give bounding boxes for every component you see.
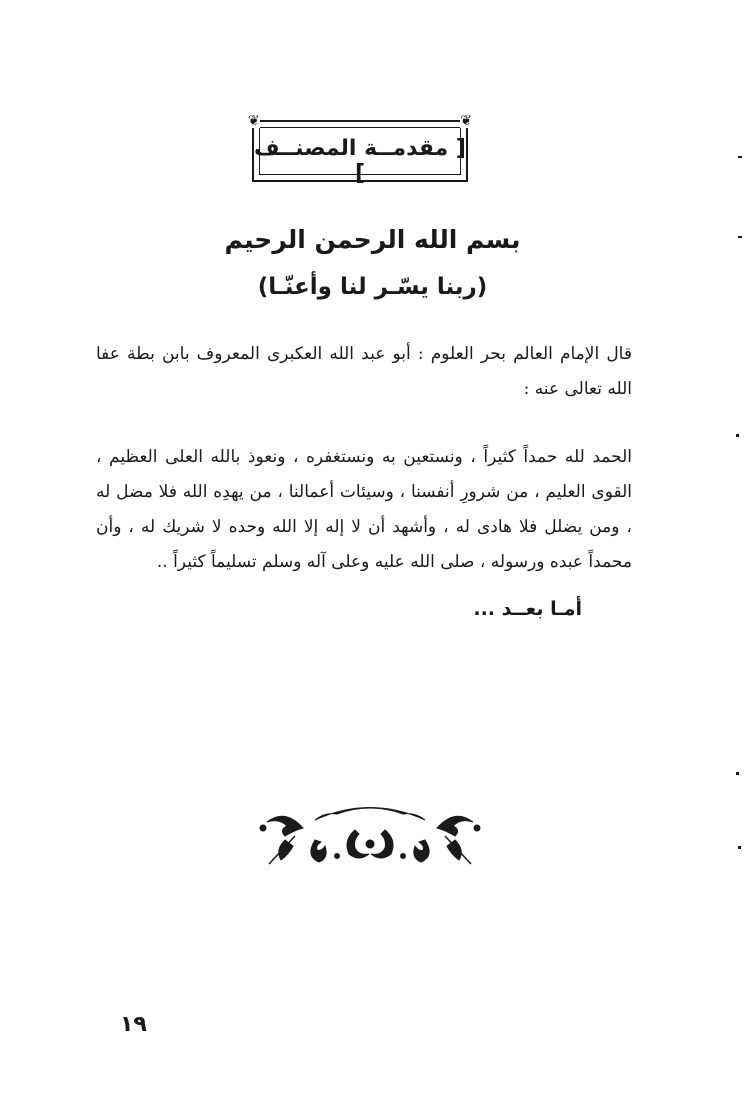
scan-edge-mark — [738, 846, 741, 849]
praise-paragraph: الحمد لله حمداً كثيراً ، ونستعين به ونستغفره ، ونعوذ بالله العلى العظيم ، القوى العليم ، من شرورِ أنفسنا ، وسيئات أعمالنا ، من يهدِه الله فلا مضل له ، ومن يضلل فلا هادى له ، وأشهد أن لا إله إلا الله وحده لا شريك له ، وأن محمداً عبده ورسوله ، صلى الله عليه وعلى آله وسلم تسليماً كثيراً .. — [96, 447, 632, 572]
corner-flourish-icon: ❦ — [248, 113, 260, 129]
opening-dua: (ربنا يسّـر لنا وأعنّـا) — [257, 274, 488, 300]
page-number: ١٩ — [120, 1012, 147, 1037]
floral-ornament-icon — [255, 800, 485, 870]
title-frame — [248, 113, 472, 186]
amma-bad-heading: أمـا بعــد ... — [473, 598, 582, 620]
chapter-title: [ مقدمــة المصنــف ] — [254, 136, 466, 186]
scan-edge-mark — [736, 434, 739, 437]
scan-edge-mark — [738, 236, 742, 238]
basmala: بسم الله الرحمن الرحيم — [224, 225, 521, 254]
corner-flourish-icon: ❦ — [460, 113, 472, 129]
scan-edge-mark — [738, 156, 742, 158]
intro-paragraph: قال الإمام العالم بحر العلوم : أبو عبد الله العكبرى المعروف بابن بطة عفا الله تعالى عنه : — [96, 344, 632, 399]
scan-edge-mark — [736, 772, 739, 775]
